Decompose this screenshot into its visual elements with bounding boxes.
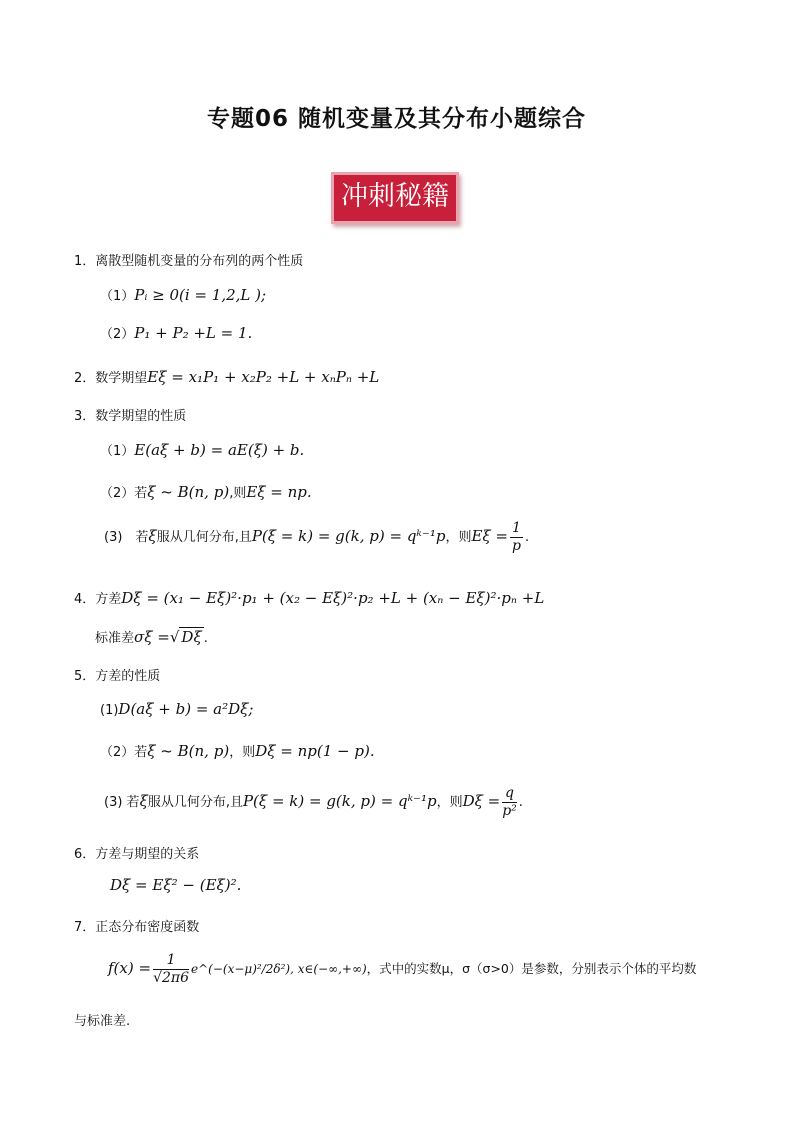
section-7-title: 7．正态分布密度函数	[74, 920, 200, 935]
section-badge: 冲刺秘籍	[331, 172, 459, 224]
s1-item-1: （1）Pᵢ ≥ 0(i = 1,2,L );	[100, 286, 267, 304]
section-1-title: 1．离散型随机变量的分布列的两个性质	[74, 254, 304, 269]
page-title: 专题06 随机变量及其分布小题综合	[206, 106, 586, 132]
s1-item-2: （2）P₁ + P₂ +L = 1.	[100, 324, 253, 342]
s5-item-1: (1)D(aξ + b) = a²Dξ;	[100, 700, 254, 718]
fraction-1-over-sqrt2pi: $\frac{1}{√2\pi 6}$	[153, 952, 189, 986]
s6-formula: Dξ = Eξ² − (Eξ)².	[110, 876, 242, 894]
fraction-q-over-p2: $\frac{q}{\text{p²}}$	[502, 785, 517, 819]
s3-item-2: （2）若ξ ~ B(n, p),则Eξ = np.	[100, 483, 312, 501]
s7-text-end: 与标准差.	[74, 1014, 131, 1029]
section-5-title: 5．方差的性质	[74, 669, 161, 684]
fraction-1-over-p: $\frac{1}{p}$	[511, 520, 521, 554]
s5-item-3: (3) 若ξ服从几何分布,且P(ξ = k) = g(k, p) = qᵏ⁻¹p，则Dξ = $\frac{q}{\text{p²}}$ .	[104, 785, 523, 819]
s5-item-2: （2）若ξ ~ B(n, p)，则Dξ = np(1 − p).	[100, 742, 375, 760]
s3-item-1: （1）E(aξ + b) = aE(ξ) + b.	[100, 441, 305, 459]
section-6-title: 6．方差与期望的关系	[74, 847, 200, 862]
section-4: 4．方差Dξ = (x₁ − Eξ)²·p₁ + (x₂ − Eξ)²·p₂ +L + (xₙ − Eξ)²·pₙ +L	[74, 589, 545, 607]
section-3-title: 3．数学期望的性质	[74, 409, 187, 424]
s7-density-formula: f(x) = $\frac{1}{√2\pi 6}$ e^(−(x−μ)²/2δ²), x∈(−∞,+∞)，式中的实数μ，σ（σ>0）是参数，分别表示个体的平均数	[108, 952, 697, 986]
section-2: 2．数学期望Eξ = x₁P₁ + x₂P₂ +L + xₙPₙ +L	[74, 368, 380, 386]
s4-std: 标准差σξ =√ Dξ .	[95, 628, 208, 646]
s3-item-3: (3) 若ξ服从几何分布,且P(ξ = k) = g(k, p) = qᵏ⁻¹p，则Eξ = $\frac{1}{p}$ .	[104, 520, 530, 554]
